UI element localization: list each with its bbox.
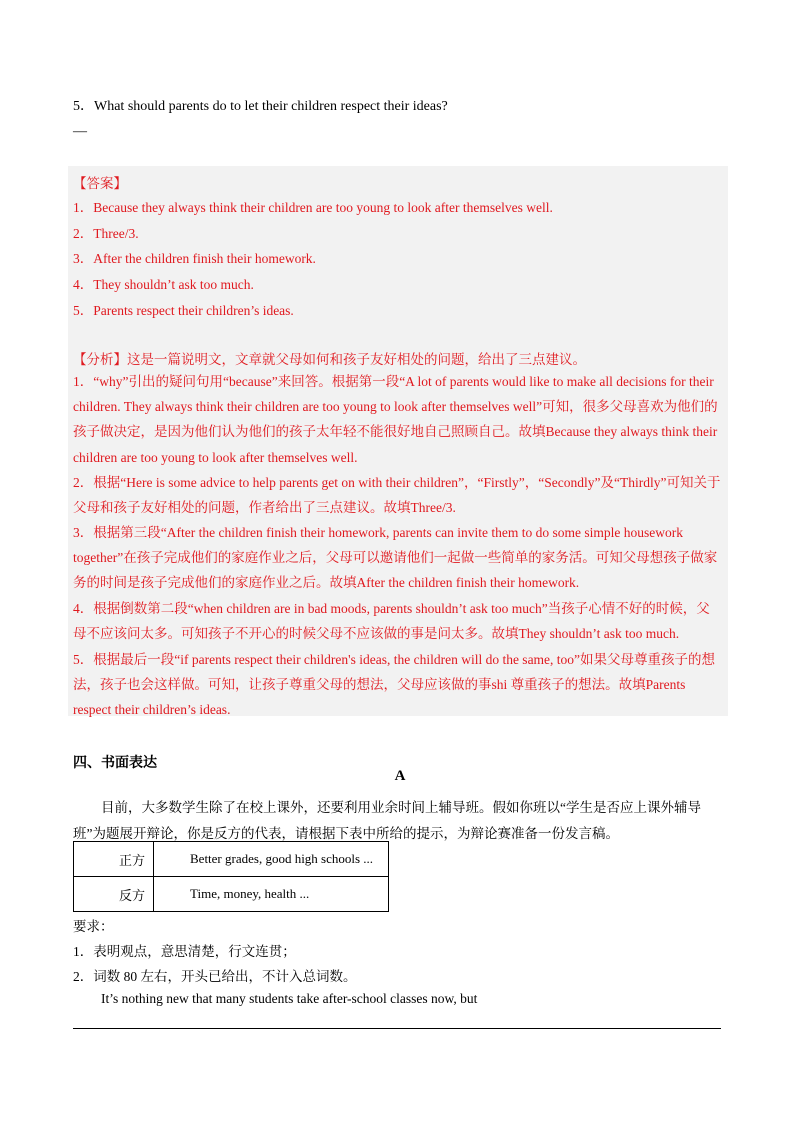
answer-item-3: 3．After the children finish their homework. xyxy=(73,251,316,266)
answer-blank: — xyxy=(73,124,87,139)
answer-item-2: 2．Three/3. xyxy=(73,226,139,241)
question-5: 5．What should parents do to let their children respect their ideas? xyxy=(73,99,448,114)
footer-divider xyxy=(73,1028,721,1029)
requirements-label: 要求： xyxy=(73,919,114,934)
requirement-1: 1．表明观点，意思清楚，行文连贯； xyxy=(73,944,296,959)
essay-starter: It’s nothing new that many students take after-school classes now, but xyxy=(101,991,478,1006)
side-label: 反方 xyxy=(74,877,154,912)
table-row xyxy=(74,877,389,912)
answer-item-4: 4．They shouldn’t ask too much. xyxy=(73,277,254,292)
answer-item-5: 5．Parents respect their children’s ideas. xyxy=(73,303,294,318)
side-label: 正方 xyxy=(74,842,154,877)
analysis-item-2: 2．根据“Here is some advice to help parents get on with their children”，“Firstly”，“Secondly”及“Thirdly”可知关于父母和孩子友好相处的问题，作者给出了三点建议。故填Three/3. xyxy=(73,475,721,516)
side-points: Better grades, good high schools ... xyxy=(154,842,389,877)
section-title: 四、书面表达 xyxy=(73,755,157,771)
side-points: Time, money, health ... xyxy=(154,877,389,912)
answer-heading: 【答案】 xyxy=(73,176,127,191)
debate-tips-table xyxy=(73,841,389,912)
answer-item-1: 1．Because they always think their children are too young to look after themselves well. xyxy=(73,200,553,215)
part-label: A xyxy=(394,768,406,784)
analysis-item-1: 1．“why”引出的疑问句用“because”来回答。根据第一段“A lot of parents would like to make all decisions for their children. They always think their children are too young to look after themselves well”可知，很多父母喜欢为他们的孩子做决定，是因为他们认为他们的孩子太年轻不能很好地自己照顾自己。故填Because they always think their children are too young to look after themselves well. xyxy=(73,374,718,465)
writing-prompt: 目前，大多数学生除了在校上课外，还要利用业余时间上辅导班。假如你班以“学生是否应上课外辅导班”为题展开辩论，你是反方的代表，请根据下表中所给的提示，为辩论赛准备一份发言稿。 xyxy=(73,800,701,841)
requirement-2: 2．词数 80 左右，开头已给出，不计入总词数。 xyxy=(73,969,357,984)
analysis-item-5: 5．根据最后一段“if parents respect their children's ideas, the children will do the same, too”如果父母尊重孩子的想法，孩子也会这样做。可知，让孩子尊重父母的想法，父母应该做的事shi 尊重孩子的想法。故填Parents respect their children’s ideas. xyxy=(73,652,716,718)
analysis-item-4: 4．根据倒数第二段“when children are in bad moods, parents shouldn’t ask too much”当孩子心情不好的时候，父母不应该问太多。可知孩子不开心的时候父母不应该做的事是问太多。故填They shouldn’t ask too much. xyxy=(73,601,710,642)
analysis-intro: 【分析】这是一篇说明文，文章就父母如何和孩子友好相处的问题，给出了三点建议。 xyxy=(73,352,586,367)
table-row xyxy=(74,842,389,877)
analysis-item-3: 3．根据第三段“After the children finish their homework, parents can invite them to do some simple housework together”在孩子完成他们的家庭作业之后，父母可以邀请他们一起做一些简单的家务活。可知父母想孩子做家务的时间是孩子完成他们的家庭作业之后。故填After the children finish their homework. xyxy=(73,525,718,591)
